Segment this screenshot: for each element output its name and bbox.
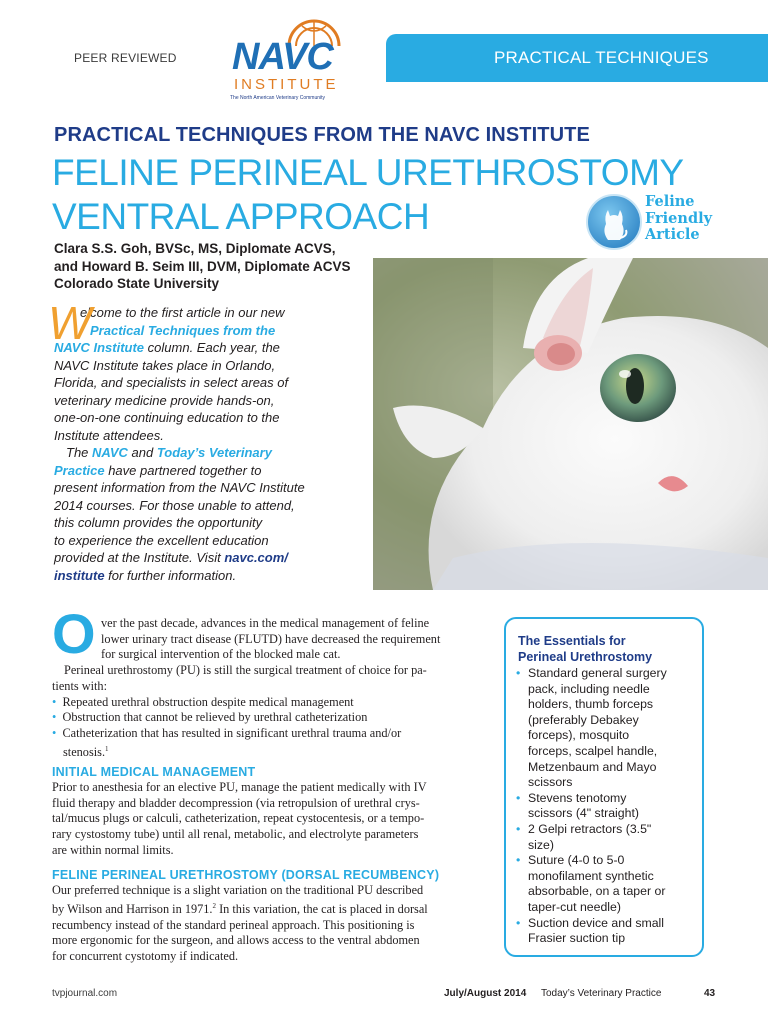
- essentials-item-line: taper-cut needle): [528, 899, 621, 914]
- intro-drop-cap: W: [48, 297, 92, 349]
- article-title-line1: FELINE PERINEAL URETHROSTOMY: [52, 152, 684, 193]
- peer-reviewed-label: PEER REVIEWED: [74, 51, 177, 65]
- essentials-item: [516, 666, 696, 791]
- body-line: Our preferred technique is a slight variation on the traditional PU described: [52, 883, 424, 897]
- intro-line: have partnered together to: [104, 462, 262, 478]
- essentials-item-line: absorbable, on a taper or: [528, 884, 666, 899]
- intro-line: elcome to the first article in our new: [80, 305, 285, 320]
- logo-main-text: NAVC: [232, 36, 333, 78]
- body-line: ver the past decade, advances in the medical management of feline: [101, 616, 430, 630]
- essentials-item-line: Frasier suction tip: [528, 931, 626, 946]
- feline-friendly-badge: [586, 192, 736, 254]
- essentials-title: [518, 633, 652, 665]
- bullet-icon: •: [516, 790, 521, 805]
- bullet-icon: •: [516, 666, 521, 680]
- intro-paragraph: [48, 297, 334, 584]
- bullet-icon: •: [516, 915, 521, 930]
- intro-line: this column provides the opportunity: [54, 515, 263, 530]
- body-line: for surgical intervention of the blocked male cat.: [101, 647, 341, 662]
- kitten-photo: [373, 258, 768, 590]
- navc-institute-logo: [226, 18, 366, 104]
- intro-line: for further information.: [104, 567, 237, 583]
- bullet-icon: •: [516, 821, 521, 836]
- body-line: In this variation, the cat is placed in dorsal: [216, 901, 428, 916]
- intro-line: one-on-one continuing education to the: [54, 410, 280, 425]
- badge-line3: Article: [645, 226, 700, 243]
- essentials-sidebar: [504, 617, 704, 957]
- section-banner-label: PRACTICAL TECHNIQUES: [494, 48, 709, 67]
- intro-line: and: [127, 445, 157, 460]
- section-banner: [386, 34, 768, 82]
- essentials-item-line: Stevens tenotomy: [528, 790, 627, 805]
- essentials-item-line: forceps, scalpel handle,: [528, 743, 658, 758]
- body-line: by Wilson and Harrison in 1971.: [52, 901, 213, 916]
- body-drop-cap: O: [52, 602, 96, 665]
- body-line: for concurrent cystotomy if indicated.: [52, 948, 239, 963]
- footer-publication: Today’s Veterinary Practice: [541, 988, 662, 999]
- tvp-link[interactable]: Today’s Veterinary: [156, 445, 272, 460]
- footer-date: July/August 2014: [444, 988, 527, 999]
- essentials-item-line: scissors (4" straight): [528, 806, 639, 821]
- body-line: Prior to anesthesia for an elective PU, manage the patient medically with IV: [52, 780, 427, 794]
- article-title-line2: VENTRAL APPROACH: [52, 196, 430, 237]
- essentials-item: [516, 791, 696, 822]
- navc-url-link[interactable]: institute: [54, 567, 105, 583]
- navc-url-link[interactable]: navc.com/: [224, 550, 288, 565]
- essentials-item-line: scissors: [528, 775, 573, 790]
- essentials-item-line: 2 Gelpi retractors (3.5": [528, 821, 652, 836]
- list-item: • Catheterization that has resulted in significant urethral trauma and/or: [52, 725, 402, 740]
- essentials-item-line: monofilament synthetic: [528, 868, 654, 883]
- body-line: are within normal limits.: [52, 842, 174, 857]
- article-body: [52, 616, 482, 760]
- body-line: Perineal urethrostomy (PU) is still the surgical treatment of choice for pa-: [64, 663, 427, 678]
- essentials-item-line: Metzenbaum and Mayo: [528, 759, 657, 774]
- essentials-item-line: Suture (4-0 to 5-0: [528, 853, 625, 868]
- essentials-title-line: The Essentials for: [518, 634, 626, 648]
- footnote-ref: 2: [212, 901, 216, 910]
- essentials-list: [516, 666, 696, 947]
- navc-link[interactable]: NAVC: [92, 445, 128, 460]
- section-heading-initial-medical: INITIAL MEDICAL MANAGEMENT: [52, 765, 256, 779]
- body-line: fluid therapy and bladder decompression (via retropulsion of urethral crys-: [52, 795, 420, 810]
- footnote-ref: 1: [105, 744, 109, 753]
- section-initial-medical-text: [52, 780, 427, 859]
- intro-line: Florida, and specialists in select areas of: [54, 375, 289, 390]
- badge-line2: Friendly: [645, 209, 713, 227]
- logo-sub-text: INSTITUTE: [234, 76, 339, 93]
- article-kicker: PRACTICAL TECHNIQUES FROM THE NAVC INSTITUTE: [54, 124, 590, 146]
- essentials-item: [516, 916, 696, 947]
- author-line: and Howard B. Seim III, DVM, Diplomate ACVS: [54, 258, 351, 274]
- body-line: tients with:: [52, 678, 107, 693]
- intro-line: Institute attendees.: [54, 427, 164, 443]
- essentials-item-line: Suction device and small: [528, 915, 665, 930]
- intro-line: veterinary medicine provide hands-on,: [54, 392, 275, 408]
- body-line: tal/mucus plugs or calculi, catheterization, repeat cystocentesis, or a tempo-: [52, 811, 425, 826]
- intro-line: NAVC Institute takes place in Orlando,: [54, 357, 276, 373]
- tvp-link[interactable]: Practice: [54, 462, 105, 478]
- authors: [54, 240, 351, 293]
- cat-icon: [586, 194, 642, 250]
- author-affiliation: Colorado State University: [54, 276, 220, 291]
- list-item-continued: stenosis.$^1$: [63, 744, 109, 759]
- body-line: rary cystostomy tube) until all renal, metabolic, and electrolyte parameters: [52, 827, 419, 842]
- essentials-item-line: holders, thumb forceps: [528, 697, 654, 712]
- column-name-link[interactable]: Practical Techniques from the: [90, 322, 276, 338]
- list-item: • Repeated urethral obstruction despite medical management: [52, 694, 354, 709]
- essentials-item: [516, 822, 696, 853]
- intro-line: provided at the Institute. Visit: [54, 550, 225, 565]
- body-line: more ergonomic for the surgeon, and allows access to the ventral abdomen: [52, 933, 420, 948]
- column-name-link[interactable]: NAVC Institute: [54, 340, 145, 355]
- badge-line1: Feline: [645, 193, 695, 210]
- essentials-item-line: size): [528, 837, 554, 852]
- essentials-title-line: Perineal Urethrostomy: [518, 650, 653, 664]
- intro-line: present information from the NAVC Institute: [54, 480, 305, 495]
- essentials-item-line: (preferably Debakey: [528, 712, 639, 727]
- body-line: lower urinary tract disease (FLUTD) have decreased the requirement: [101, 631, 441, 646]
- intro-line: The: [66, 445, 93, 460]
- intro-line: column. Each year, the: [144, 340, 280, 355]
- intro-line: to experience the excellent education: [54, 532, 269, 548]
- essentials-item-line: forceps), mosquito: [528, 728, 630, 743]
- essentials-item-line: pack, including needle: [528, 681, 650, 696]
- list-item: • Obstruction that cannot be relieved by urethral catheterization: [52, 710, 368, 725]
- essentials-item-line: Standard general surgery: [528, 666, 667, 680]
- logo-tagline: The North American Veterinary Community: [230, 95, 326, 101]
- section-dorsal-recumbency-text: [52, 883, 428, 965]
- body-line: recumbency instead of the standard perineal approach. This positioning is: [52, 917, 415, 932]
- section-heading-dorsal-recumbency: FELINE PERINEAL URETHROSTOMY (DORSAL RECUMBENCY): [52, 868, 440, 882]
- footer-page-number: 43: [704, 988, 716, 999]
- footer-site: tvpjournal.com: [52, 988, 118, 999]
- author-line: Clara S.S. Goh, BVSc, MS, Diplomate ACVS,: [54, 241, 336, 256]
- essentials-item: [516, 853, 696, 915]
- intro-line: 2014 courses. For those unable to attend,: [54, 497, 295, 513]
- bullet-icon: •: [516, 853, 521, 868]
